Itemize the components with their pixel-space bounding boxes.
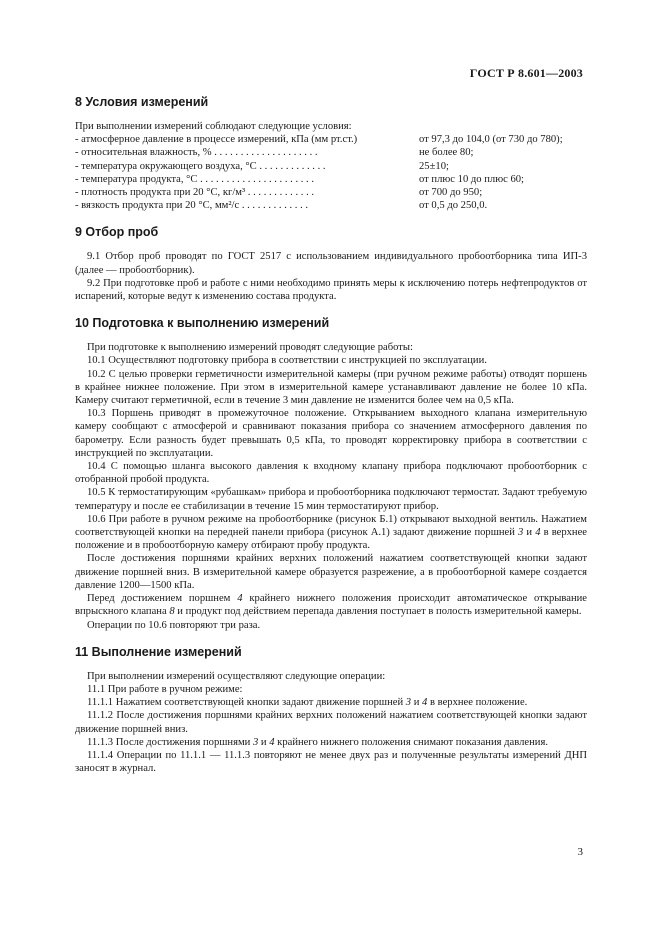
- paragraph-10-6: [75, 513, 587, 553]
- text-run: 11.1.3 После достижения поршнями: [87, 736, 253, 748]
- piston-number: 4: [269, 736, 275, 748]
- condition-row: [75, 199, 587, 212]
- text-run: крайнего нижнего положения происходит автоматическое открывание впрыскного клапана: [75, 593, 587, 618]
- condition-label: - вязкость продукта при 20 °С, мм²/с . . . . . . . . . . . . .: [75, 200, 309, 212]
- text-run: 10.6 При работе в ручном режиме на пробоотборнике (рисунок Б.1) открывают выходной вентиль. Нажатием соответствующей кнопки на передней панели прибора (рисунок А.1) задают движение поршней: [75, 513, 587, 539]
- text-run: и продукт под действием перепада давления поступает в полость измерительной камеры.: [174, 606, 582, 618]
- condition-value: не более 80;: [419, 147, 474, 159]
- paragraph-11-1-1: [75, 696, 587, 709]
- condition-value: от 700 до 950;: [419, 187, 483, 199]
- paragraph-10-6-repeat: Операции по 10.6 повторяют три раза.: [87, 619, 261, 631]
- text-run: и: [258, 736, 270, 748]
- paragraph-11-1-4: 11.1.4 Операции по 11.1.1 — 11.1.3 повторяют не менее двух раз и полученные результаты измерений ДНП заносят в журнал.: [75, 749, 587, 775]
- piston-number: 3: [405, 697, 412, 709]
- paragraph-10-2: 10.2 С целью проверки герметичности измерительной камеры (при ручном режиме работы) отводят поршень в крайнее нижнее положение. При этом в измерительной камере устанавливают давление не более 10 кПа. Камеру считают герметичной, если в течение 3 мин давление не изменится более чем на 0,5 кПа.: [75, 368, 587, 407]
- paragraph-11-1-2: 11.1.2 После достижения поршнями крайних верхних положений нажатием соответствующей кнопки задают движение поршней вниз.: [75, 710, 587, 735]
- section-8: [75, 95, 587, 212]
- conditions-list: [75, 133, 587, 212]
- text-run: в верхнее положение.: [427, 697, 528, 709]
- paragraph-10-6-valve: [75, 592, 587, 618]
- paragraph-10-6-cont: После достижения поршнями крайних верхних положений нажатием соответствующей кнопки задают движение поршней вниз. В измерительной камере образуется разрежение, а в пробоотборной камере создается давление 1200—1500 кПа.: [75, 553, 587, 591]
- text-run: крайнего нижнего положения снимают показания давления.: [274, 736, 548, 748]
- section-11: [75, 645, 587, 776]
- text-run: и: [411, 697, 423, 709]
- text-run: 11.1.1 Нажатием соответствующей кнопки задают движение поршней: [87, 697, 406, 709]
- condition-row: [75, 160, 587, 173]
- section-10: [75, 316, 587, 631]
- page-number: 3: [577, 846, 583, 858]
- section-10-title: 10 Подготовка к выполнению измерений: [75, 316, 330, 331]
- piston-number: 4: [535, 527, 541, 539]
- paragraph-9-2: 9.2 При подготовке проб и работе с ними необходимо принять меры к исключению потерь нефтепродуктов от испарений, которые ведут к изменению состава продукта.: [75, 277, 587, 303]
- section-11-title: 11 Выполнение измерений: [75, 644, 242, 659]
- section-8-title: 8 Условия измерений: [75, 95, 209, 109]
- section-11-intro: При выполнении измерений осуществляют следующие операции:: [87, 670, 386, 682]
- section-9: [75, 225, 587, 303]
- condition-value: от 97,3 до 104,0 (от 730 до 780);: [419, 134, 563, 146]
- page-content: [75, 95, 587, 788]
- paragraph-11-1: 11.1 При работе в ручном режиме:: [87, 683, 243, 695]
- paragraph-10-5: 10.5 К термостатирующим «рубашкам» прибора и пробоотборника подключают термостат. Задают требуемую температуру и после ее стабилизации в течение 15 мин термостатируют прибор.: [75, 487, 587, 512]
- section-8-intro: При выполнении измерений соблюдают следующие условия:: [75, 121, 352, 132]
- condition-label: - температура продукта, °С . . . . . . . . . . . . . . . . . . . . . .: [75, 173, 314, 185]
- paragraph-10-1: 10.1 Осуществляют подготовку прибора в соответствии с инструкцией по эксплуатации.: [87, 355, 487, 367]
- valve-number: 8: [169, 606, 175, 618]
- condition-row: [75, 186, 587, 199]
- section-10-intro: При подготовке к выполнению измерений проводят следующие работы:: [87, 342, 413, 354]
- condition-row: [75, 133, 587, 146]
- text-run: и: [523, 527, 536, 539]
- piston-number: 3: [252, 736, 259, 748]
- piston-number: 4: [422, 697, 428, 709]
- text-run: в верхнее положение и в пробоотборную камеру отбирают пробу продукта.: [75, 527, 588, 552]
- condition-value: от 0,5 до 250,0.: [419, 200, 488, 212]
- paragraph-9-1: 9.1 Отбор проб проводят по ГОСТ 2517 с использованием индивидуального пробоотборника типа ИП-3 (далее — пробоотборник).: [75, 251, 587, 276]
- condition-label: - температура окружающего воздуха, °С . . . . . . . . . . . . .: [75, 160, 326, 172]
- condition-label: - плотность продукта при 20 °С, кг/м³ . . . . . . . . . . . . .: [75, 187, 315, 199]
- condition-label: - относительная влажность, % . . . . . . . . . . . . . . . . . . . .: [75, 147, 318, 159]
- condition-row: [75, 173, 587, 186]
- condition-value: 25±10;: [419, 160, 449, 172]
- paragraph-10-4: 10.4 С помощью шланга высокого давления к входному клапану прибора подключают пробоотборник с отобранной пробой продукта.: [75, 461, 587, 486]
- paragraph-11-1-3: [75, 736, 587, 749]
- paragraph-10-3: 10.3 Поршень приводят в промежуточное положение. Открыванием выходного клапана измерительную камеру сообщают с атмосферой и сравнивают показания прибора со значением атмосферного давления по барометру. Если разность будет превышать 0,5 кПа, то проводят корректировку прибора в соответствии с инструкцией по эксплуатации.: [75, 408, 587, 459]
- condition-value: от плюс 10 до плюс 60;: [419, 173, 524, 185]
- section-9-title: 9 Отбор проб: [75, 225, 159, 240]
- piston-number: 4: [237, 593, 243, 605]
- condition-row: [75, 146, 587, 159]
- document-header: ГОСТ Р 8.601—2003: [469, 66, 583, 80]
- piston-number: 3: [518, 527, 524, 539]
- text-run: Перед достижением поршнем: [87, 593, 238, 605]
- condition-label: - атмосферное давление в процессе измерений, кПа (мм рт.ст.): [75, 134, 358, 146]
